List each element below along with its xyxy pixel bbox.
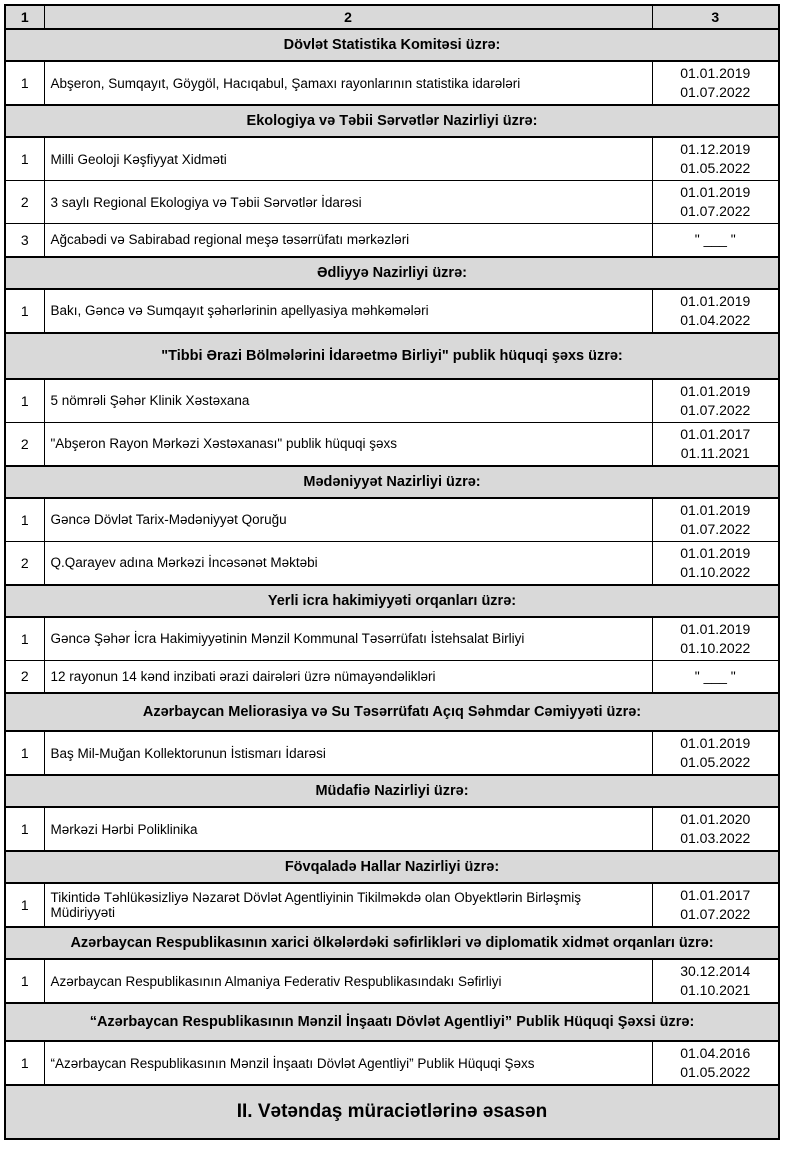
table-row (5, 883, 779, 927)
date-line: 01.01.2019 (680, 65, 751, 81)
date-line: 01.03.2022 (680, 830, 751, 846)
date-line: 01.01.2019 (680, 620, 751, 637)
table-row (5, 379, 779, 423)
date-range-cell (652, 137, 779, 181)
section-header: Yerli icra hakimiyyəti orqanları üzrə: (5, 585, 779, 617)
row-number: 1 (5, 289, 44, 333)
date-line: 01.01.2019 (680, 735, 751, 751)
date-line: 01.04.2022 (680, 311, 751, 328)
table-row (5, 61, 779, 105)
section-header-row (5, 927, 779, 959)
org-name: Q.Qarayev adına Mərkəzi İncəsənət Məktəbi (44, 541, 652, 585)
date-range-cell (652, 883, 779, 927)
org-name: “Azərbaycan Respublikasının Mənzil İnşaatı Dövlət Agentliyi” Publik Hüquqi Şəxs (44, 1041, 652, 1085)
org-name: Milli Geoloji Kəşfiyyat Xidməti (44, 137, 652, 181)
date-line: 01.07.2022 (680, 906, 751, 922)
column-header-row (5, 5, 779, 29)
org-name: Mərkəzi Hərbi Poliklinika (44, 807, 652, 851)
section-header: “Azərbaycan Respublikasının Mənzil İnşaatı Dövlət Agentliyi” Publik Hüquqi Şəxsi üzrə: (5, 1003, 779, 1041)
date-range-cell (652, 541, 779, 585)
date-line: 01.10.2022 (680, 563, 751, 580)
section-header-row (5, 105, 779, 137)
section-header: Azərbaycan Meliorasiya və Su Təsərrüfatı Açıq Səhmdar Cəmiyyəti üzrə: (5, 693, 779, 731)
section-header: Ekologiya və Təbii Sərvətlər Nazirliyi üzrə: (5, 105, 779, 137)
date-range-cell (652, 1041, 779, 1085)
table-row (5, 498, 779, 542)
table-row (5, 617, 779, 661)
section-header: Dövlət Statistika Komitəsi üzrə: (5, 29, 779, 61)
section-header-row (5, 257, 779, 289)
table-row (5, 807, 779, 851)
section-header-row (5, 29, 779, 61)
table-row (5, 224, 779, 257)
section-header: Fövqaladə Hallar Nazirliyi üzrə: (5, 851, 779, 883)
date-range-cell (652, 617, 779, 661)
org-name: Baş Mil-Muğan Kollektorunun İstismarı İdarəsi (44, 731, 652, 775)
date-line: 01.07.2022 (680, 203, 751, 219)
table-row (5, 289, 779, 333)
section-header-row (5, 775, 779, 807)
org-name: Tikintidə Təhlükəsizliyə Nəzarət Dövlət Agentliyinin Tikilməkdə olan Obyektlərin Birləşmiş Müdiriyyəti (44, 883, 652, 927)
date-range-cell (652, 181, 779, 224)
row-number: 1 (5, 807, 44, 851)
table-row (5, 959, 779, 1003)
date-line: 01.11.2021 (680, 444, 750, 461)
date-line: 01.05.2022 (680, 1064, 751, 1080)
main-section-title: II. Vətəndaş müraciətlərinə əsasən (5, 1085, 779, 1139)
section-header: Azərbaycan Respublikasının xarici ölkələrdəki səfirlikləri və diplomatik xidmət orqanları üzrə: (5, 927, 779, 959)
column-header-cell: 2 (44, 5, 652, 29)
date-line: 01.01.2019 (680, 292, 751, 309)
row-number: 1 (5, 617, 44, 661)
row-number: 2 (5, 422, 44, 466)
date-line: 01.05.2022 (680, 754, 751, 770)
row-number: 1 (5, 498, 44, 542)
row-number: 1 (5, 731, 44, 775)
date-range-cell (652, 289, 779, 333)
date-range-cell (652, 379, 779, 423)
table-row (5, 660, 779, 693)
section-header-row (5, 693, 779, 731)
date-line: 30.12.2014 (680, 963, 751, 979)
main-section-title-row (5, 1085, 779, 1139)
table-row (5, 137, 779, 181)
org-name: 5 nömrəli Şəhər Klinik Xəstəxana (44, 379, 652, 423)
org-name: Ağcabədi və Sabirabad regional meşə təsərrüfatı mərkəzləri (44, 224, 652, 257)
section-header: Ədliyyə Nazirliyi üzrə: (5, 257, 779, 289)
dash-placeholder: " ___ " (694, 667, 736, 684)
date-range-cell (652, 498, 779, 542)
org-name: 12 rayonun 14 kənd inzibati ərazi dairələri üzrə nümayəndəlikləri (44, 660, 652, 693)
date-line: 01.01.2017 (680, 425, 751, 442)
table-row (5, 181, 779, 224)
date-line: 01.12.2019 (680, 141, 751, 157)
section-header: Mədəniyyət Nazirliyi üzrə: (5, 466, 779, 498)
date-range-cell (652, 959, 779, 1003)
section-header-row (5, 466, 779, 498)
date-line: 01.10.2022 (680, 639, 751, 656)
table-row (5, 731, 779, 775)
date-range-cell (652, 224, 779, 257)
org-name: "Abşeron Rayon Mərkəzi Xəstəxanası" publik hüquqi şəxs (44, 422, 652, 466)
row-number: 1 (5, 379, 44, 423)
date-range-cell (652, 61, 779, 105)
section-header: "Tibbi Ərazi Bölmələrini İdarəetmə Birliyi" publik hüquqi şəxs üzrə: (5, 333, 779, 379)
date-range-cell (652, 731, 779, 775)
section-header-row (5, 585, 779, 617)
org-name: Abşeron, Sumqayıt, Göygöl, Hacıqabul, Şamaxı rayonlarının statistika idarələri (44, 61, 652, 105)
section-header-row (5, 1003, 779, 1041)
org-name: Azərbaycan Respublikasının Almaniya Federativ Respublikasındakı Səfirliyi (44, 959, 652, 1003)
row-number: 1 (5, 61, 44, 105)
org-name: Bakı, Gəncə və Sumqayıt şəhərlərinin apellyasiya məhkəmələri (44, 289, 652, 333)
dash-placeholder: " ___ " (694, 231, 736, 248)
row-number: 2 (5, 660, 44, 693)
row-number: 2 (5, 541, 44, 585)
date-line: 01.01.2019 (680, 501, 751, 518)
row-number: 1 (5, 1041, 44, 1085)
date-range-cell (652, 807, 779, 851)
date-line: 01.04.2016 (680, 1045, 751, 1061)
date-line: 01.10.2021 (680, 982, 751, 998)
row-number: 1 (5, 883, 44, 927)
date-line: 01.01.2019 (680, 544, 751, 561)
date-range-cell (652, 422, 779, 466)
date-line: 01.07.2022 (680, 401, 751, 418)
section-header-row (5, 851, 779, 883)
date-line: 01.07.2022 (680, 84, 751, 100)
date-line: 01.01.2017 (680, 887, 751, 903)
column-header-cell: 1 (5, 5, 44, 29)
date-line: 01.07.2022 (680, 520, 751, 537)
date-line: 01.05.2022 (680, 160, 751, 176)
table-row (5, 422, 779, 466)
date-line: 01.01.2019 (680, 382, 751, 399)
org-name: Gəncə Dövlət Tarix-Mədəniyyət Qoruğu (44, 498, 652, 542)
column-header-cell: 3 (652, 5, 779, 29)
org-name: 3 saylı Regional Ekologiya və Təbii Sərvətlər İdarəsi (44, 181, 652, 224)
row-number: 1 (5, 137, 44, 181)
report-table (4, 4, 780, 1140)
row-number: 3 (5, 224, 44, 257)
date-line: 01.01.2020 (680, 811, 751, 827)
date-line: 01.01.2019 (680, 184, 751, 200)
org-name: Gəncə Şəhər İcra Hakimiyyətinin Mənzil Kommunal Təsərrüfatı İstehsalat Birliyi (44, 617, 652, 661)
section-header: Müdafiə Nazirliyi üzrə: (5, 775, 779, 807)
row-number: 2 (5, 181, 44, 224)
section-header-row (5, 333, 779, 379)
row-number: 1 (5, 959, 44, 1003)
date-range-cell (652, 660, 779, 693)
table-row (5, 1041, 779, 1085)
table-row (5, 541, 779, 585)
